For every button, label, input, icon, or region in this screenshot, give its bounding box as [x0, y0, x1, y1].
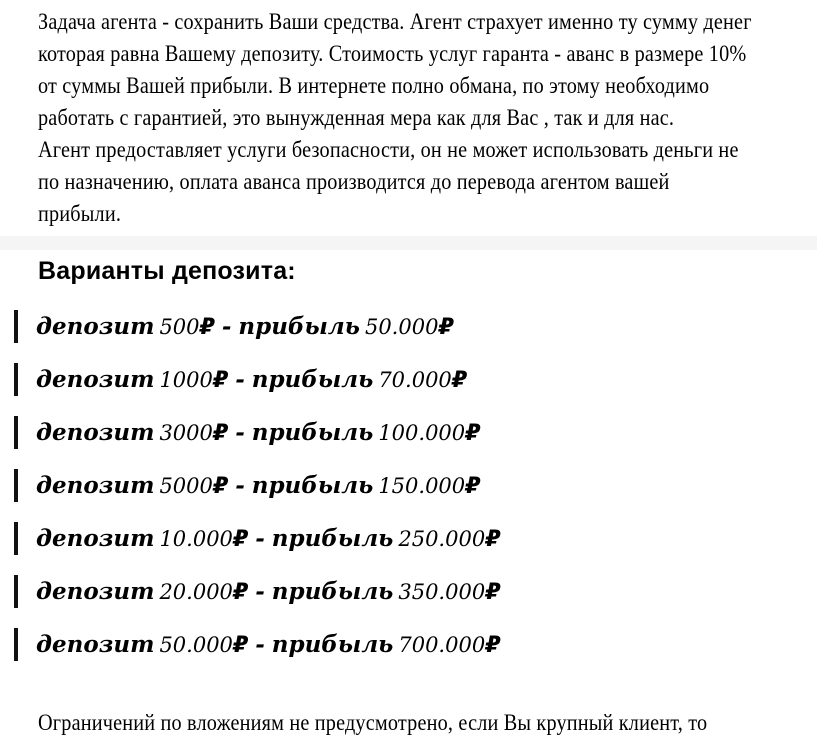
deposit-list — [0, 310, 817, 661]
ruble-sign: ₽ — [451, 368, 468, 393]
deposit-list-item — [14, 310, 817, 343]
paragraph-line: Агент предоставляет услуги безопасности, он не может использовать деньги не — [38, 137, 739, 162]
deposit-list-item — [14, 575, 817, 608]
deposit-label: депозит — [36, 419, 155, 446]
profit-amount: 100.000 — [378, 421, 466, 445]
separator-dash: - — [221, 313, 232, 340]
section-divider — [0, 236, 817, 250]
separator-dash: - — [235, 472, 245, 499]
deposit-amount: 3000 — [159, 421, 213, 445]
deposit-amount: 5000 — [159, 474, 213, 498]
ruble-sign: ₽ — [465, 474, 481, 499]
deposit-amount: 10.000 — [159, 527, 233, 551]
separator-dash: - — [255, 578, 265, 605]
deposit-label: депозит — [36, 366, 155, 393]
profit-amount: 250.000 — [398, 527, 486, 551]
deposit-list-item — [14, 416, 817, 449]
ruble-sign: ₽ — [485, 633, 501, 658]
ruble-sign: ₽ — [212, 474, 229, 499]
deposit-list-item — [14, 469, 817, 502]
deposit-list-item — [14, 363, 817, 396]
ruble-sign: ₽ — [438, 315, 454, 340]
paragraph-line: от суммы Вашей прибыли. В интернете полно обмана, по этому необходимо — [38, 73, 710, 98]
profit-label: прибыль — [251, 366, 374, 393]
profit-amount: 50.000 — [364, 315, 439, 339]
paragraph-line: работать с гарантией, это вынужденная мера как для Вас , так и для нас. — [38, 105, 675, 130]
ruble-sign: ₽ — [485, 527, 501, 552]
ruble-sign: ₽ — [199, 315, 215, 340]
deposit-amount: 1000 — [159, 368, 213, 392]
deposit-amount: 500 — [159, 315, 200, 339]
ruble-sign: ₽ — [485, 580, 501, 605]
deposit-label: депозит — [36, 631, 155, 658]
separator-dash: - — [235, 419, 245, 446]
profit-label: прибыль — [271, 631, 394, 658]
deposit-label: депозит — [36, 313, 155, 340]
ruble-sign: ₽ — [232, 580, 249, 605]
ruble-sign: ₽ — [232, 633, 249, 658]
profit-label: прибыль — [271, 525, 394, 552]
profit-label: прибыль — [251, 419, 374, 446]
paragraph-line: Задача агента - сохранить Ваши средства. Агент страхует именно ту сумму денег — [38, 9, 752, 34]
profit-label: прибыль — [271, 578, 394, 605]
paragraph-line: прибыли. — [38, 201, 122, 226]
profit-amount: 150.000 — [378, 474, 466, 498]
ruble-sign: ₽ — [232, 527, 249, 552]
ruble-sign: ₽ — [212, 421, 229, 446]
ruble-sign: ₽ — [212, 368, 229, 393]
separator-dash: - — [255, 631, 265, 658]
section-title: Варианты депозита: — [38, 257, 296, 285]
deposit-label: депозит — [36, 525, 155, 552]
paragraph-line: Ограничений по вложениям не предусмотрено, если Вы крупный клиент, то — [38, 710, 708, 735]
separator-dash: - — [255, 525, 265, 552]
deposit-list-item — [14, 628, 817, 661]
profit-label: прибыль — [238, 313, 360, 340]
deposit-amount: 20.000 — [159, 580, 233, 604]
separator-dash: - — [235, 366, 245, 393]
paragraph-line: которая равна Вашему депозиту. Стоимость услуг гаранта - аванс в размере 10% — [38, 41, 747, 66]
deposit-label: депозит — [36, 578, 155, 605]
ruble-sign: ₽ — [465, 421, 481, 446]
intro-paragraph — [0, 0, 817, 230]
profit-amount: 70.000 — [378, 368, 452, 392]
footer-paragraph — [38, 707, 817, 739]
deposit-list-item — [14, 522, 817, 555]
deposit-amount: 50.000 — [159, 633, 233, 657]
profit-amount: 350.000 — [398, 580, 486, 604]
profit-amount: 700.000 — [398, 633, 486, 657]
deposit-label: депозит — [36, 472, 155, 499]
profit-label: прибыль — [251, 472, 374, 499]
paragraph-line: по назначению, оплата аванса производится до перевода агентом вашей — [38, 169, 670, 194]
